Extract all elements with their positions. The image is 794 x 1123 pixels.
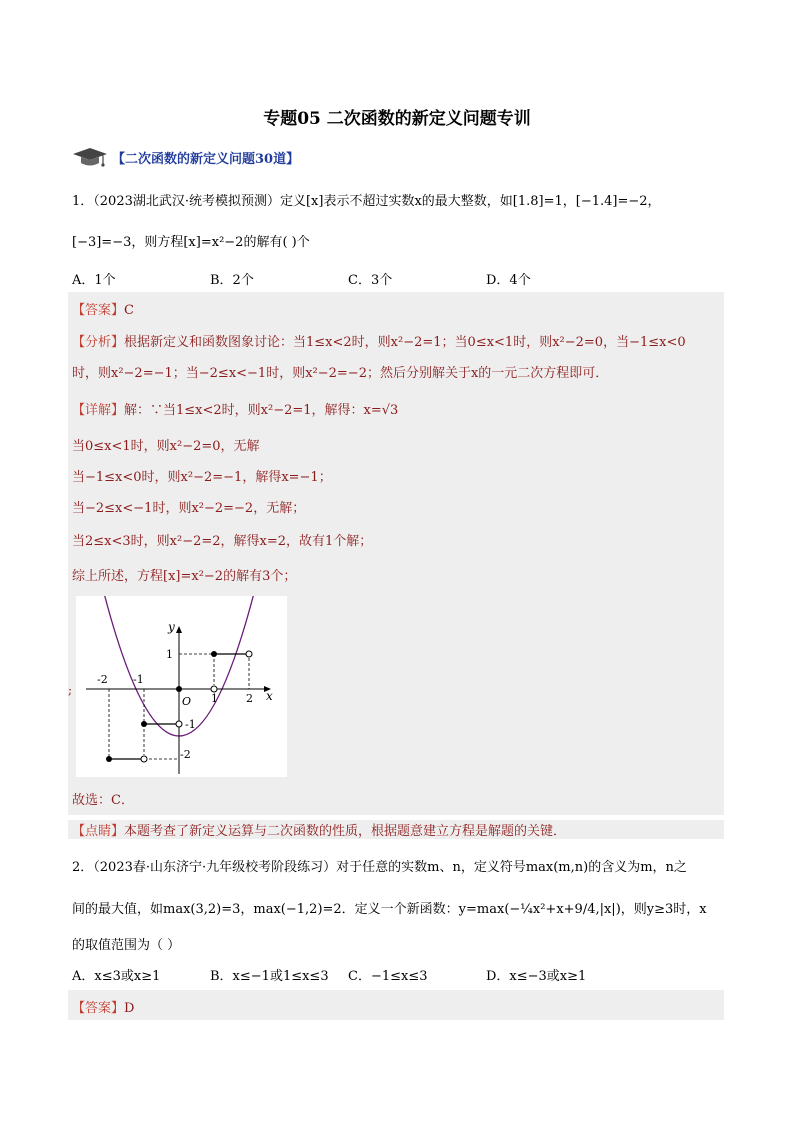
- comment-text: 本题考查了新定义运算与二次函数的性质，根据题意建立方程是解题的关键．: [124, 824, 567, 839]
- analysis-text-1: 根据新定义和函数图象讨论：当1≤x<2时，则x²−2=1；当0≤x<1时，则x²−2=0，当−1≤x<0: [124, 335, 686, 350]
- answer-value: C: [124, 303, 134, 318]
- detail-text-1: 解：∵当1≤x<2时，则x²−2=1，解得：x=√3: [124, 403, 399, 418]
- x-tick-neg2: -2: [97, 673, 108, 686]
- q1-answer: [72, 299, 134, 318]
- filled-point: [141, 721, 147, 727]
- q2-option-c: C．−1≤x≤3: [348, 969, 428, 984]
- q2-option-a: A．x≤3或x≥1: [72, 969, 161, 984]
- function-graph: [76, 596, 287, 777]
- x-tick-neg1: -1: [133, 673, 144, 686]
- q1-option-a: A．1个: [72, 273, 116, 288]
- answer-tag: 【答案】: [72, 1001, 125, 1016]
- q1-detail-line1: [72, 399, 398, 418]
- section-title: 【二次函数的新定义问题30道】: [112, 151, 300, 167]
- function-graph-svg: [76, 596, 287, 777]
- open-point: [176, 721, 182, 727]
- q1-stem-line2: [−3]=−3，则方程[x]=x²−2的解有( )个: [72, 235, 310, 250]
- q2-stem-line3: 的取值范围为（ ）: [72, 938, 181, 953]
- y-axis-label: y: [168, 620, 175, 634]
- open-point: [246, 651, 252, 657]
- x-tick-2: 2: [246, 692, 253, 705]
- graduation-cap-icon: [72, 146, 108, 168]
- graph-semicolon: ;: [68, 683, 73, 697]
- detail-tag: 【详解】: [72, 403, 125, 418]
- q2-option-b: B．x≤−1或1≤x≤3: [210, 969, 329, 984]
- q1-stem-line1: 1．（2023湖北武汉·统考模拟预测）定义[x]表示不超过实数x的最大整数，如[1.8]=1，[−1.4]=−2，: [72, 194, 661, 209]
- q1-detail-line5: 当2≤x<3时，则x²−2=2，解得x=2，故有1个解；: [72, 534, 373, 549]
- x-axis-label: x: [266, 689, 273, 703]
- filled-point: [176, 686, 182, 692]
- q1-detail-line2: 当0≤x<1时，则x²−2=0，无解: [72, 439, 260, 454]
- q1-detail-line6: 综上所述，方程[x]=x²−2的解有3个；: [72, 569, 297, 584]
- q1-detail-line3: 当−1≤x<0时，则x²−2=−1，解得x=−1；: [72, 470, 332, 485]
- q2-stem-line1: 2．（2023春·山东济宁·九年级校考阶段练习）对于任意的实数m、n，定义符号max(m,n)的含义为m，n之: [72, 860, 687, 875]
- answer-value: D: [124, 1001, 135, 1016]
- q1-choose: 故选：C．: [72, 793, 134, 808]
- q1-comment: [68, 820, 724, 839]
- filled-point: [106, 756, 112, 762]
- q2-answer: [72, 997, 134, 1016]
- q2-answer-panel: [68, 990, 724, 1020]
- filled-point: [211, 651, 217, 657]
- q2-stem-line2: 间的最大值，如max(3,2)=3，max(−1,2)=2．定义一个新函数：y=max(−¼x²+x+9/4,|x|)，则y≥3时，x: [72, 902, 707, 917]
- section-header: [72, 144, 299, 170]
- comment-tag: 【点睛】: [72, 824, 125, 839]
- q2-option-d: D．x≤−3或x≥1: [486, 969, 587, 984]
- answer-tag: 【答案】: [72, 303, 125, 318]
- q1-analysis-line1: [72, 331, 686, 350]
- analysis-tag: 【分析】: [72, 335, 125, 350]
- y-tick-neg2: -2: [180, 748, 191, 761]
- open-point: [141, 756, 147, 762]
- y-tick-1: 1: [166, 648, 173, 661]
- x-tick-1: 1: [211, 692, 218, 705]
- q1-analysis-line2: 时，则x²−2=−1；当−2≤x<−1时，则x²−2=−2；然后分别解关于x的一元二次方程即可．: [72, 366, 609, 381]
- q1-option-c: C．3个: [348, 273, 393, 288]
- y-tick-neg1: -1: [185, 718, 196, 731]
- q1-option-d: D．4个: [486, 273, 531, 288]
- step-segments: [109, 654, 246, 759]
- q1-detail-line4: 当−2≤x<−1时，则x²−2=−2，无解；: [72, 501, 306, 516]
- origin-label: O: [182, 695, 192, 708]
- page-title: 专题05 二次函数的新定义问题专训: [263, 109, 531, 129]
- q1-option-b: B．2个: [210, 273, 254, 288]
- y-axis-arrow: [176, 626, 182, 633]
